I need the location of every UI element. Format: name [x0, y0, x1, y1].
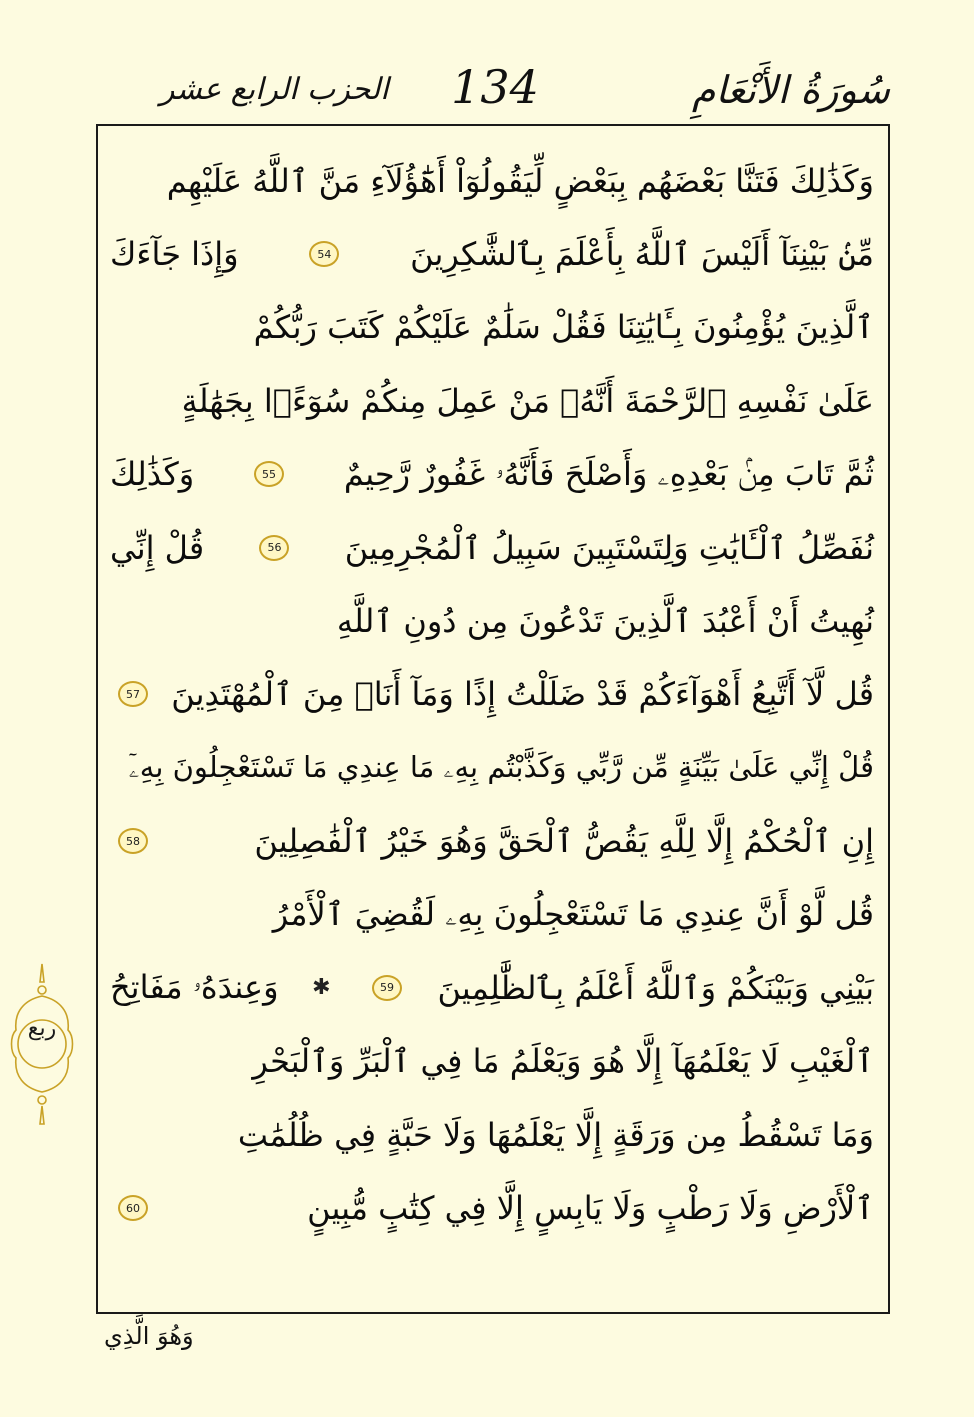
ayah-number-marker: 58	[118, 828, 148, 854]
verse-text: نُفَصِّلُ ٱلْـَٔايَٰتِ وَلِتَسْتَبِينَ سَبِيلُ ٱلْمُجْرِمِينَ	[344, 528, 874, 567]
verse-line	[110, 658, 874, 731]
verse-line	[110, 438, 874, 511]
verse-text: قُل لَّوْ أَنَّ عِندِي مَا تَسْتَعْجِلُونَ بِهِۦ لَقُضِيَ ٱلْأَمْرُ	[272, 895, 874, 934]
verse-text: عَلَىٰ نَفْسِهِ ٱلرَّحْمَةَ أَنَّهُۥ مَنْ عَمِلَ مِنكُمْ سُوٓءًۢا بِجَهَٰلَةٍ	[181, 381, 874, 420]
page-header	[100, 60, 890, 122]
catchword: وَهُوَ الَّذِي	[104, 1322, 194, 1350]
text-frame	[96, 124, 890, 1314]
verse-line	[110, 805, 874, 878]
ayah-number-marker: 59	[372, 975, 402, 1001]
verse-line	[110, 951, 874, 1024]
verse-line	[110, 144, 874, 217]
verse-line	[110, 217, 874, 290]
verse-text: وَكَذَٰلِكَ	[110, 455, 195, 494]
verse-text: وَعِندَهُۥ مَفَاتِحُ	[110, 968, 279, 1007]
verse-line	[110, 364, 874, 437]
verse-line	[110, 511, 874, 584]
rub-ornament	[4, 960, 80, 1130]
verse-text: وَكَذَٰلِكَ فَتَنَّا بَعْضَهُم بِبَعْضٍ لِّيَقُولُوٓاْ أَهَٰٓؤُلَآءِ مَنَّ ٱللَّهُ عَلَيْهِم	[166, 161, 874, 200]
verse-line	[110, 731, 874, 804]
verse-line	[110, 291, 874, 364]
verse-text: ٱلْأَرْضِ وَلَا رَطْبٍ وَلَا يَابِسٍ إِلَّا فِي كِتَٰبٍ مُّبِينٍ	[307, 1189, 874, 1228]
ayah-number-marker: 54	[309, 241, 339, 267]
verse-lines	[110, 144, 874, 1245]
verse-text: قُلْ إِنِّي	[110, 528, 205, 567]
verse-text: وَمَا تَسْقُطُ مِن وَرَقَةٍ إِلَّا يَعْلَمُهَا وَلَا حَبَّةٍ فِي ظُلُمَٰتِ	[237, 1115, 874, 1154]
verse-line	[110, 1025, 874, 1098]
verse-line	[110, 878, 874, 951]
surah-name: سُورَةُ الأَنْعَامِ	[691, 68, 890, 112]
verse-line	[110, 1171, 874, 1244]
ayah-number-marker: 55	[254, 461, 284, 487]
verse-text: وَإِذَا جَآءَكَ	[110, 235, 239, 274]
verse-text: بَيْنِي وَبَيْنَكُمْ وَٱللَّهُ أَعْلَمُ بِٱلظَّٰلِمِينَ	[437, 968, 874, 1007]
ayah-number-marker: 57	[118, 681, 148, 707]
rub-label: ربع	[27, 1016, 57, 1041]
rub-ornament-icon	[4, 960, 80, 1130]
verse-text: نُهِيتُ أَنْ أَعْبُدَ ٱلَّذِينَ تَدْعُونَ مِن دُونِ ٱللَّهِ	[336, 602, 874, 641]
verse-text: ٱلَّذِينَ يُؤْمِنُونَ بِـَٔايَٰتِنَا فَقُلْ سَلَٰمٌ عَلَيْكُمْ كَتَبَ رَبُّكُمْ	[253, 308, 874, 347]
verse-line	[110, 1098, 874, 1171]
hizb-star-icon: ✱	[312, 975, 331, 1001]
page-number: 134	[451, 60, 539, 114]
verse-text: مِّنۢ بَيْنِنَآ أَلَيْسَ ٱللَّهُ بِأَعْلَمَ بِٱلشَّٰكِرِينَ	[410, 235, 874, 274]
verse-text: إِنِ ٱلْحُكْمُ إِلَّا لِلَّهِ يَقُصُّ ٱلْحَقَّ وَهُوَ خَيْرُ ٱلْفَٰصِلِينَ	[254, 822, 874, 861]
verse-text: قُلْ إِنِّي عَلَىٰ بَيِّنَةٍ مِّن رَّبِّي وَكَذَّبْتُم بِهِۦ مَا عِندِي مَا تَسْتَعْجِلُونَ بِهِۦٓ	[128, 750, 874, 785]
verse-text: قُل لَّآ أَتَّبِعُ أَهْوَآءَكُمْ قَدْ ضَلَلْتُ إِذًا وَمَآ أَنَا۠ مِنَ ٱلْمُهْتَدِينَ	[171, 675, 874, 714]
verse-text: ثُمَّ تَابَ مِنۢ بَعْدِهِۦ وَأَصْلَحَ فَأَنَّهُۥ غَفُورٌ رَّحِيمٌ	[343, 454, 874, 493]
hizb-name: الحزب الرابع عشر	[160, 72, 389, 107]
verse-line	[110, 584, 874, 657]
verse-text: ٱلْغَيْبِ لَا يَعْلَمُهَآ إِلَّا هُوَ وَيَعْلَمُ مَا فِي ٱلْبَرِّ وَٱلْبَحْرِ	[252, 1042, 874, 1081]
ayah-number-marker: 56	[259, 535, 289, 561]
ayah-number-marker: 60	[118, 1195, 148, 1221]
